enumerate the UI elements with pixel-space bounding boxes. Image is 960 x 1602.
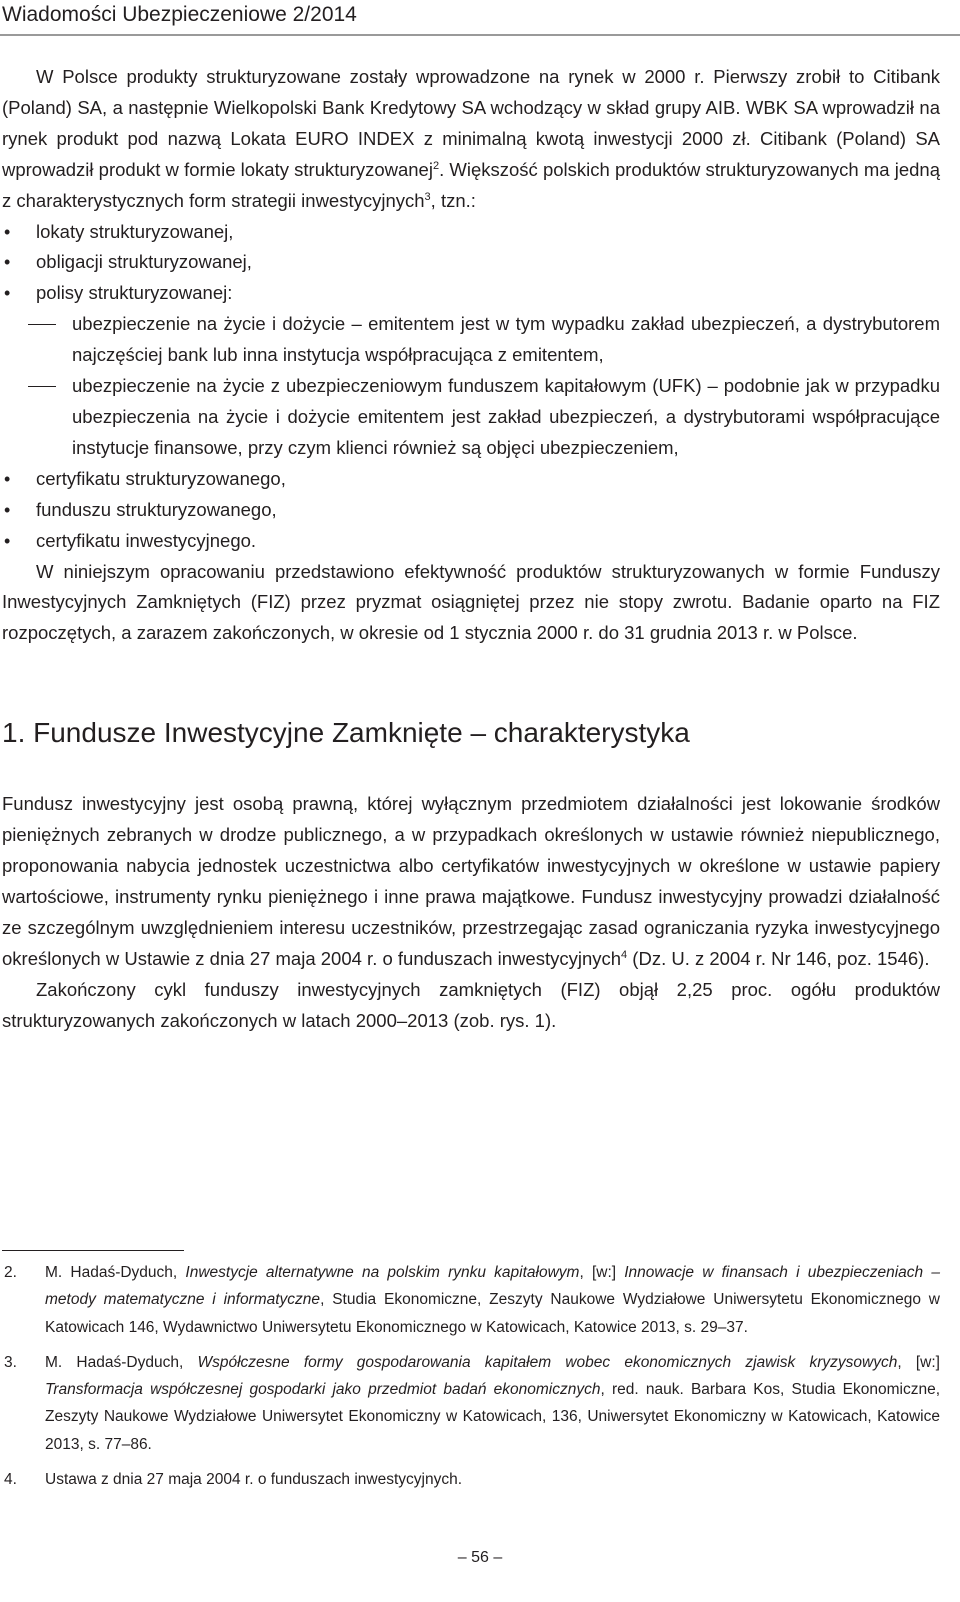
list-item: ubezpieczenie na życie z ubezpieczeniowym funduszem kapitałowym (UFK) – podobnie jak w przypadku ubezpieczenia na życie i dożycie emitentem jest zakład ubezpieczeń, a dystrybutorami współpracujące instytucje finansowe, przy czym klienci również są objęci ubezpieczeniem,	[36, 371, 940, 464]
cited-title: Współczesne formy gospodarowania kapitałem wobec ekonomicznych zjawisk kryzysowych	[197, 1353, 898, 1371]
footnote-2: 2. M. Hadaś-Dyduch, Inwestycje alternatywne na polskim rynku kapitałowym, [w:] Innowacje w finansach i ubezpieczeniach – metody matematyczne i informatyczne, Studia Ekonomiczne, Zeszyty Naukowe Wydziałowe Uniwersytetu Ekonomicznego w Katowicach 146, Wydawnictwo Uniwersytetu Ekonomicznego w Katowicach, Katowice 2013, s. 29–37.	[4, 1264, 940, 1336]
journal-title: Wiadomości Ubezpieczeniowe 2/2014	[2, 3, 357, 26]
footnote-divider	[2, 1250, 184, 1251]
list-item: ubezpieczenie na życie i dożycie – emitentem jest w tym wypadku zakład ubezpieczeń, a dystrybutorem najczęściej bank lub inna instytucja współpracująca z emitentem,	[36, 309, 940, 371]
main-text	[2, 62, 940, 1036]
footnote-ref-3[interactable]: 3	[424, 190, 431, 203]
list-item: • obligacji strukturyzowanej,	[2, 247, 940, 278]
footnote-ref-4[interactable]: 4	[621, 948, 628, 961]
cited-book: Innowacje w finansach i ubezpieczeniach – metody matematyczne i informatyczne	[45, 1264, 940, 1309]
section-paragraph: Zakończony cykl funduszy inwestycyjnych zamkniętych (FIZ) objął 2,25 proc. ogółu produktów strukturyzowanych zakończonych w latach 2000–2013 (zob. rys. 1).	[2, 978, 940, 1031]
list-item: • funduszu strukturyzowanego,	[2, 495, 940, 526]
product-forms-list	[2, 217, 940, 557]
intro-paragraph: W Polsce produkty strukturyzowane zostały wprowadzone na rynek w 2000 r. Pierwszy zrobił to Citibank (Poland) SA, a następnie Wielkopolski Bank Kredytowy SA wchodzący w skład grupy AIB. WBK SA wprowadził na rynek produkt pod nazwą Lokata EURO INDEX z minimalną kwotą inwestycji 2000 zł. Citibank (Poland) SA wprowadził produkt w formie lokaty strukturyzowanej$^2$. Większość polskich produktów strukturyzowanych ma jedną z charakterystycznych form strategii inwestycyjnych$^3$, tzn.:	[2, 66, 940, 211]
footnote-3: 3. M. Hadaś-Dyduch, Współczesne formy gospodarowania kapitałem wobec ekonomicznych zjawisk kryzysowych, [w:] Transformacja współczesnej gospodarki jako przedmiot badań ekonomicznych, red. nauk. Barbara Kos, Studia Ekonomiczne, Zeszyty Naukowe Wydziałowe Uniwersytet Ekonomiczny w Katowicach, 136, Uniwersytet Ekonomiczny w Katowicach, Katowice 2013, s. 77–86.	[4, 1353, 940, 1453]
section-paragraph: Fundusz inwestycyjny jest osobą prawną, której wyłącznym przedmiotem działalności jest lokowanie środków pieniężnych zebranych w drodze publicznego, a w przypadkach określonych w ustawie również niepublicznego, proponowania nabycia jednostek uczestnictwa albo certyfikatów inwestycyjnych w określone w ustawie papiery wartościowe, instrumenty rynku pieniężnego i inne prawa majątkowe. Fundusz inwestycyjny prowadzi działalność ze szczególnym uwzględnieniem interesu uczestników, przestrzegając zasad ograniczania ryzyka inwestycyjnego określonych w Ustawie z dnia 27 maja 2004 r. o funduszach inwestycyjnych$^4$ (Dz. U. z 2004 r. Nr 146, poz. 1546).	[2, 793, 940, 969]
page-number: – 56 –	[457, 1549, 503, 1566]
list-item: • certyfikatu strukturyzowanego,	[2, 464, 940, 495]
cited-title: Inwestycje alternatywne na polskim rynku kapitałowym	[185, 1264, 580, 1281]
footnotes	[2, 1259, 940, 1501]
study-scope-paragraph: W niniejszym opracowaniu przedstawiono efektywność produktów strukturyzowanych w formie Funduszy Inwestycyjnych Zamkniętych (FIZ) przez pryzmat osiągniętej przez nie stopy zwrotu. Badanie oparto na FIZ rozpoczętych, a zarazem zakończonych, w okresie od 1 stycznia 2000 r. do 31 grudnia 2013 r. w Polsce.	[2, 560, 940, 644]
list-item: • certyfikatu inwestycyjnego.	[2, 526, 940, 557]
running-header	[0, 0, 960, 34]
policy-subtypes-list	[36, 309, 940, 464]
list-item: • lokaty strukturyzowanej,	[2, 217, 940, 248]
section-heading: 1. Fundusze Inwestycyjne Zamknięte – charakterystyka	[2, 717, 690, 749]
footnote-ref-2[interactable]: 2	[432, 159, 440, 172]
footnote-4: 4. Ustawa z dnia 27 maja 2004 r. o funduszach inwestycyjnych.	[4, 1471, 463, 1489]
cited-book: Transformacja współczesnej gospodarki jako przedmiot badań ekonomicznych	[45, 1381, 601, 1399]
header-divider	[0, 34, 960, 36]
list-item: • polisy strukturyzowanej: ubezpieczenie na życie i dożycie – emitentem jest w tym wypadku zakład ubezpieczeń, a dystrybutorem najczęściej bank lub inna instytucja współpracująca z emitentem, ubezpieczenie na życie z ubezpieczeniowym funduszem kapitałowym (UFK) – podobnie jak w przypadku ubezpieczenia na życie i dożycie emitentem jest zakład ubezpieczeń, a dystrybutorami współpracujące instytucje finansowe, przy czym klienci również są objęci ubezpieczeniem,	[2, 278, 940, 463]
